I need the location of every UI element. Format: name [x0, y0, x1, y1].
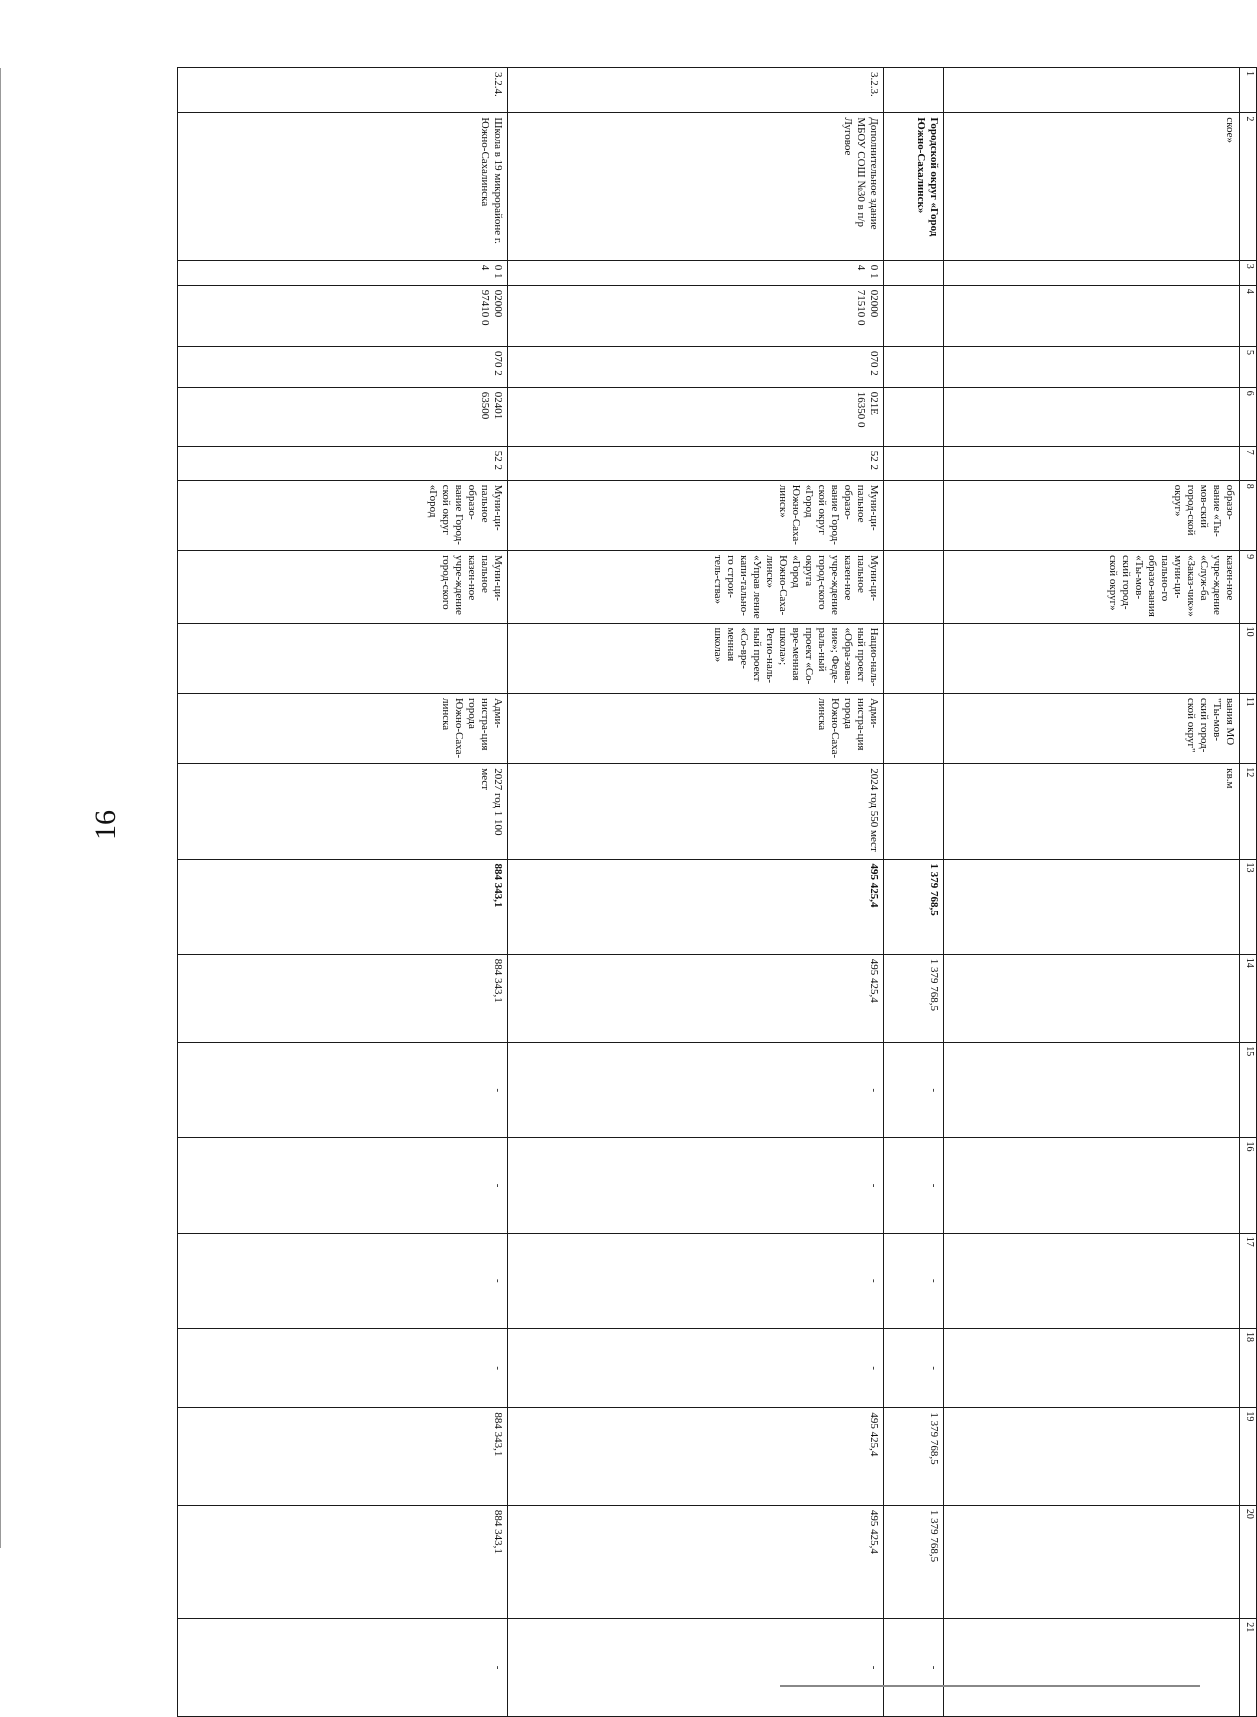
- cell-c6: 021E 16350 0: [508, 387, 884, 446]
- cell-c18: -: [178, 1328, 508, 1407]
- cell-c11: Адми-нистра-ция города Южно-Саха-линска: [508, 693, 884, 763]
- cell-c7: [884, 446, 944, 480]
- cell-c19: [944, 1408, 1240, 1506]
- table-row: [178, 68, 508, 1717]
- cell-c3: 0 1 4: [508, 260, 884, 285]
- cell-number: [944, 68, 1240, 113]
- cell-c10: [944, 623, 1240, 693]
- cell-c8: Муни-ци-пальное образо-вание Город-ской округ «Город: [178, 480, 508, 550]
- cell-c21: -: [178, 1619, 508, 1717]
- cell-c9: Муни-ци-пальное казен-ное учре-ждение город-ского: [178, 551, 508, 624]
- col-num: 18: [1240, 1328, 1257, 1407]
- cell-c13: 884 343,1: [178, 859, 508, 954]
- cell-c18: -: [884, 1328, 944, 1407]
- cell-c16: [944, 1138, 1240, 1233]
- cell-c16: -: [508, 1138, 884, 1233]
- cell-c12: 2024 год 550 мест: [508, 764, 884, 859]
- cell-c20: 1 379 768,5: [884, 1505, 944, 1618]
- scan-edge-line: [780, 1685, 1200, 1687]
- col-num: 4: [1240, 285, 1257, 346]
- cell-c21: [944, 1619, 1240, 1717]
- cell-c4: 02000 71510 0: [508, 285, 884, 346]
- cell-c8: образо-вание «Ты-мов-ский город-ской округ»: [944, 480, 1240, 550]
- cell-c15: [944, 1043, 1240, 1138]
- cell-c17: -: [508, 1233, 884, 1328]
- cell-c17: -: [884, 1233, 944, 1328]
- cell-c17: [944, 1233, 1240, 1328]
- table-row: [944, 68, 1240, 1717]
- cell-c3: 0 1 4: [178, 260, 508, 285]
- col-num: 21: [1240, 1619, 1257, 1717]
- cell-c12: кв.м: [944, 764, 1240, 859]
- col-num: 9: [1240, 551, 1257, 624]
- cell-c4: 02000 97410 0: [178, 285, 508, 346]
- cell-c3: [944, 260, 1240, 285]
- cell-c4: [884, 285, 944, 346]
- cell-c13: 495 425,4: [508, 859, 884, 954]
- cell-c16: -: [178, 1138, 508, 1233]
- col-num: 1: [1240, 68, 1257, 113]
- cell-name: Городской округ «Город Южно-Сахалинск»: [884, 113, 944, 260]
- cell-c20: 495 425,4: [508, 1505, 884, 1618]
- column-number-row: [1240, 68, 1257, 1717]
- cell-c9: [884, 551, 944, 624]
- cell-c7: 52 2: [508, 446, 884, 480]
- cell-name: Дополнительное здание МБОУ СОШ №30 в п/р Луговое: [508, 113, 884, 260]
- cell-c21: -: [884, 1619, 944, 1717]
- cell-c15: -: [178, 1043, 508, 1138]
- rotated-table-container: [179, 67, 1257, 1717]
- cell-c14: [944, 954, 1240, 1042]
- cell-c13: 1 379 768,5: [884, 859, 944, 954]
- cell-name: Школа в 19 микрорайоне г. Южно-Сахалинска: [178, 113, 508, 260]
- cell-c8: Муни-ци-пальное образо-вание Город-ской округ «Город Южно-Саха-линск»: [508, 480, 884, 550]
- cell-number: 3.2.3.: [508, 68, 884, 113]
- cell-c20: 884 343,1: [178, 1505, 508, 1618]
- cell-c19: 884 343,1: [178, 1408, 508, 1506]
- cell-c17: -: [178, 1233, 508, 1328]
- cell-c9: Муни-ци-пальное казен-ное учре-ждение город-ского округа «Город Южно-Саха-линск» «Управ ление капи-тально-го строи-тель-ства»: [508, 551, 884, 624]
- cell-c10: Нацио-наль-ный проект «Обра-зова-ние»; Феде-раль-ный проект «Со-вре-менная школа»; Регио-наль-ный проект «Со-вре-менная школа»: [508, 623, 884, 693]
- col-num: 8: [1240, 480, 1257, 550]
- cell-c16: -: [884, 1138, 944, 1233]
- col-num: 14: [1240, 954, 1257, 1042]
- register-table: [177, 67, 1257, 1717]
- cell-c7: [944, 446, 1240, 480]
- cell-c12: [884, 764, 944, 859]
- cell-c18: [944, 1328, 1240, 1407]
- cell-c14: 1 379 768,5: [884, 954, 944, 1042]
- col-num: 11: [1240, 693, 1257, 763]
- cell-name: ское»: [944, 113, 1240, 260]
- page-number: 16: [89, 810, 122, 840]
- scan-margin-line: [0, 68, 1, 1548]
- cell-c6: [944, 387, 1240, 446]
- cell-c10: [884, 623, 944, 693]
- col-num: 13: [1240, 859, 1257, 954]
- col-num: 2: [1240, 113, 1257, 260]
- col-num: 5: [1240, 346, 1257, 387]
- col-num: 16: [1240, 1138, 1257, 1233]
- cell-c3: [884, 260, 944, 285]
- cell-c10: [178, 623, 508, 693]
- cell-c11: [884, 693, 944, 763]
- cell-c9: казен-ное учре-ждение «Служ-ба «Заказ-чик»» муни-ци-пально-го образо-вания «Ты-мов-ский город-ской округ»: [944, 551, 1240, 624]
- cell-c6: 02401 63500: [178, 387, 508, 446]
- col-num: 6: [1240, 387, 1257, 446]
- cell-c21: -: [508, 1619, 884, 1717]
- cell-c14: 495 425,4: [508, 954, 884, 1042]
- cell-c14: 884 343,1: [178, 954, 508, 1042]
- cell-number: [884, 68, 944, 113]
- col-num: 19: [1240, 1408, 1257, 1506]
- cell-c7: 52 2: [178, 446, 508, 480]
- cell-c5: [944, 346, 1240, 387]
- cell-c13: [944, 859, 1240, 954]
- table-row: [508, 68, 884, 1717]
- table-row: [884, 68, 944, 1717]
- cell-c5: [884, 346, 944, 387]
- cell-c5: 070 2: [178, 346, 508, 387]
- cell-c11: Адми-нистра-ция города Южно-Саха-линска: [178, 693, 508, 763]
- cell-c8: [884, 480, 944, 550]
- cell-c19: 1 379 768,5: [884, 1408, 944, 1506]
- col-num: 20: [1240, 1505, 1257, 1618]
- col-num: 15: [1240, 1043, 1257, 1138]
- cell-number: 3.2.4.: [178, 68, 508, 113]
- cell-c4: [944, 285, 1240, 346]
- cell-c11: вания МО "Ты-мов-ский город-ской округ": [944, 693, 1240, 763]
- cell-c15: -: [884, 1043, 944, 1138]
- cell-c18: -: [508, 1328, 884, 1407]
- col-num: 17: [1240, 1233, 1257, 1328]
- col-num: 7: [1240, 446, 1257, 480]
- col-num: 10: [1240, 623, 1257, 693]
- cell-c20: [944, 1505, 1240, 1618]
- cell-c15: -: [508, 1043, 884, 1138]
- col-num: 12: [1240, 764, 1257, 859]
- cell-c5: 070 2: [508, 346, 884, 387]
- cell-c12: 2027 год 1 100 мест: [178, 764, 508, 859]
- col-num: 3: [1240, 260, 1257, 285]
- cell-c6: [884, 387, 944, 446]
- cell-c19: 495 425,4: [508, 1408, 884, 1506]
